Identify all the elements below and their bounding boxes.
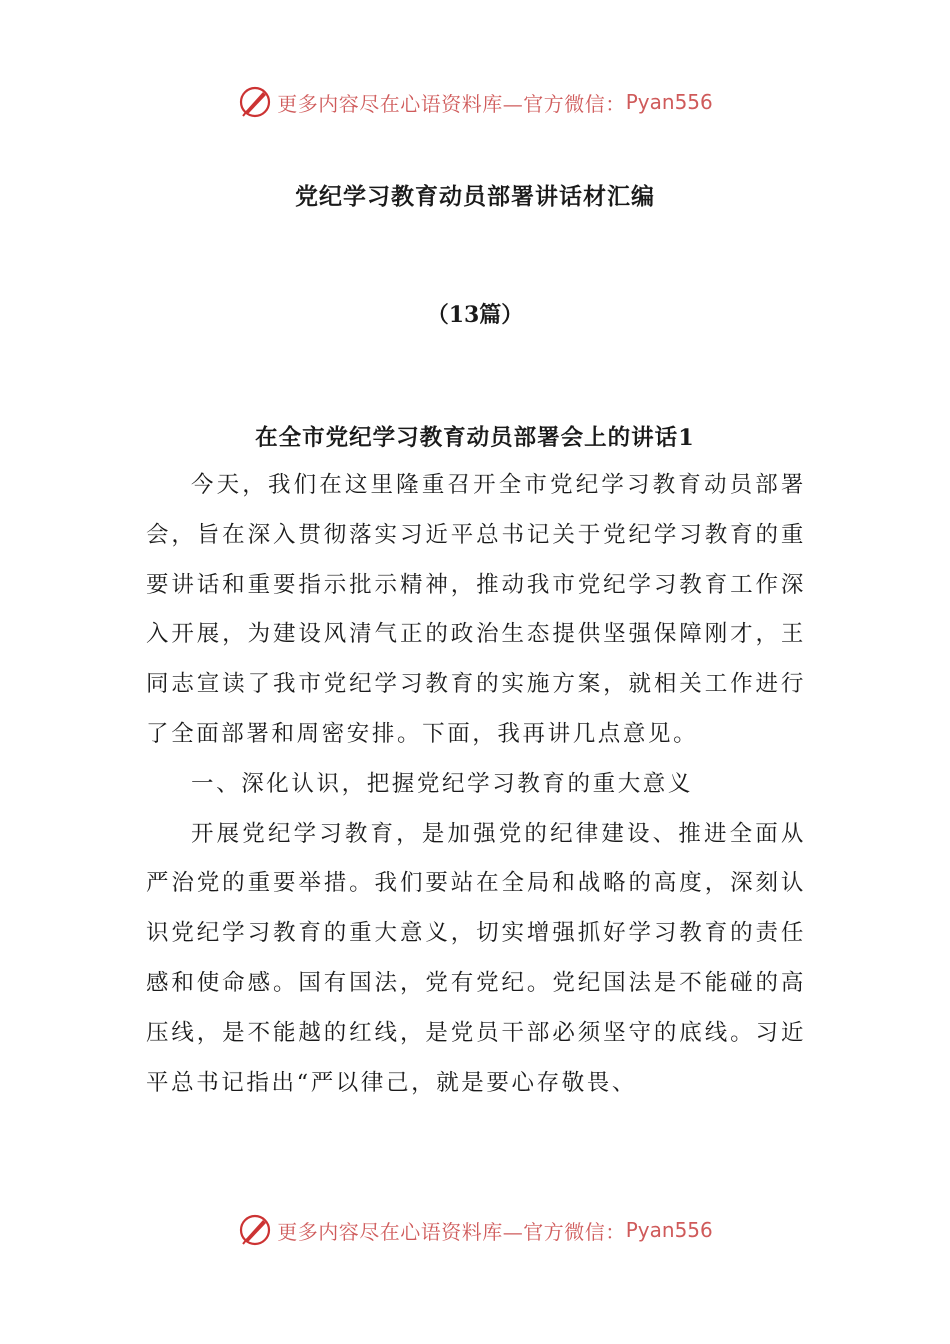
document-title: 党纪学习教育动员部署讲话材汇编 bbox=[295, 183, 655, 210]
watermark-contact: Pyan556 bbox=[625, 1218, 713, 1242]
paragraph: 今天，我们在这里隆重召开全市党纪学习教育动员部署会，旨在深入贯彻落实习近平总书记关于党纪学习教育的重要讲话和重要指示批示精神，推动我市党纪学习教育工作深入开展，为建设风清气正的政治生态提供坚强保障刚才，王同志宣读了我市党纪学习教育的实施方案，就相关工作进行了全面部署和周密安排。下面，我再讲几点意见。 bbox=[146, 472, 806, 747]
watermark-contact: Pyan556 bbox=[625, 90, 713, 114]
watermark-text: 更多内容尽在心语资料库—官方微信： bbox=[277, 91, 626, 116]
quill-pen-logo-icon bbox=[237, 1212, 273, 1248]
paragraph: 开展党纪学习教育，是加强党的纪律建设、推进全面从严治党的重要举措。我们要站在全局和战略的高度，深刻认识党纪学习教育的重大意义，切实增强抓好学习教育的责任感和使命感。国有国法，党有党纪。党纪国法是不能碰的高压线，是不能越的红线，是党员干部必须坚守的底线。习近平总书记指出“严以律己，就是要心存敬畏、 bbox=[146, 820, 806, 1096]
quill-pen-logo-icon bbox=[237, 84, 273, 120]
section-heading: 一、深化认识，把握党纪学习教育的重大意义 bbox=[191, 770, 694, 797]
watermark-text: 更多内容尽在心语资料库—官方微信： bbox=[277, 1219, 626, 1244]
body-text bbox=[146, 461, 806, 1108]
header-watermark-banner bbox=[0, 82, 950, 122]
article-count: （13篇） bbox=[426, 302, 524, 328]
section-title: 在全市党纪学习教育动员部署会上的讲话1 bbox=[255, 425, 695, 451]
footer-watermark-banner bbox=[0, 1210, 950, 1250]
